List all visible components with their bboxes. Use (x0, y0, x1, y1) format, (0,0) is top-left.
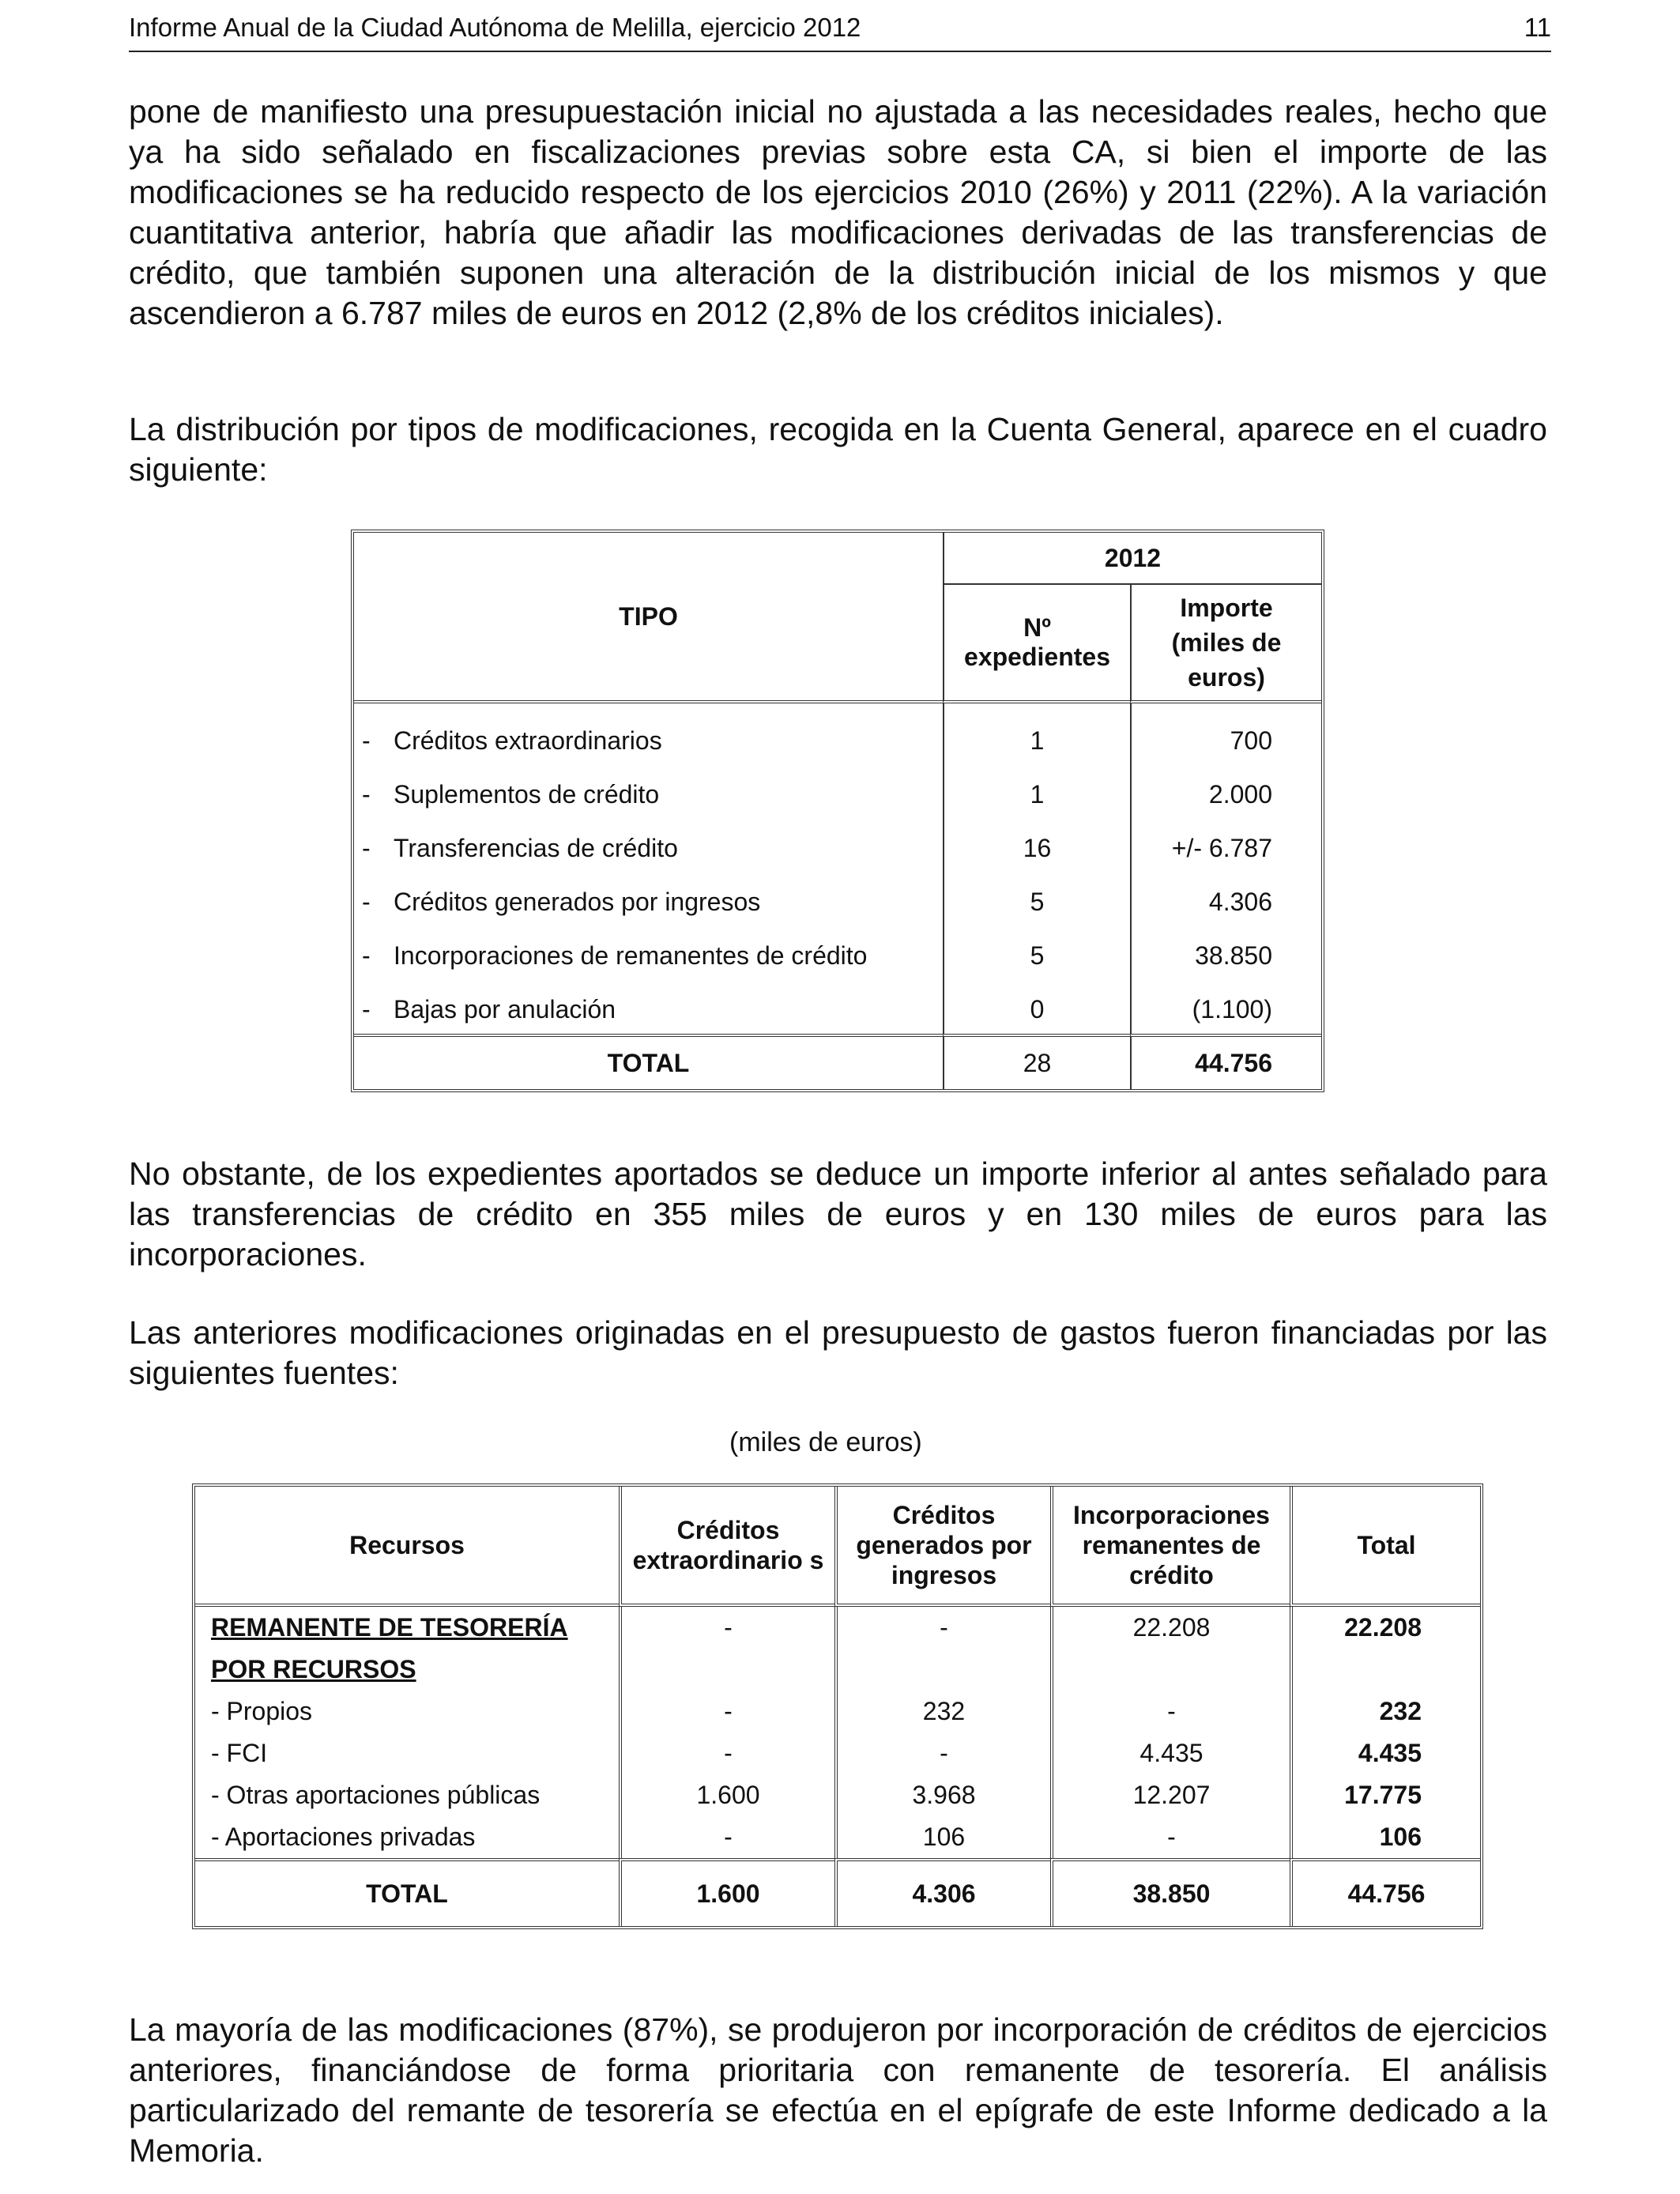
row-importe: (1.100) (1130, 972, 1321, 1034)
cell-total: 106 (1290, 1816, 1480, 1858)
row-label: - Aportaciones privadas (211, 1823, 476, 1851)
col-header-creditos-generados: Créditos generados por ingresos (834, 1487, 1050, 1607)
col-header-year: 2012 (943, 533, 1321, 583)
total-label: TOTAL (195, 1858, 619, 1926)
row-tipo: Créditos generados por ingresos (394, 888, 761, 916)
cell-total: 232 (1290, 1691, 1480, 1732)
table-row (354, 757, 1321, 811)
table-row (195, 1774, 1480, 1816)
paragraph-2: La distribución por tipos de modificaciones, recogida en la Cuenta General, aparece en el cuadro siguiente: (129, 411, 1547, 488)
row-importe: +/- 6.787 (1130, 811, 1321, 865)
row-num: 5 (943, 865, 1130, 918)
total-importe: 44.756 (1130, 1034, 1321, 1089)
table-row (354, 918, 1321, 972)
paragraph-5: La mayoría de las modificaciones (87%), se produjeron por incorporación de créditos de ejercicios anteriores, financiándose de forma prioritaria con remanente de tesorería. El análisis particularizado del remante de tesorería se efectúa en el epígrafe de este Informe dedicado a la Memoria. (129, 2011, 1547, 2169)
row-label: - Otras aportaciones públicas (211, 1781, 541, 1809)
total-num: 28 (943, 1034, 1130, 1089)
row-num: 0 (943, 972, 1130, 1034)
cell-c1: 1.600 (619, 1774, 834, 1816)
row-importe: 2.000 (1130, 757, 1321, 811)
por-recursos-label: POR RECURSOS (211, 1655, 416, 1683)
total-row (195, 1858, 1480, 1926)
cell-c3: - (1050, 1816, 1290, 1858)
paragraph-1: pone de manifiesto una presupuestación inicial no ajustada a las necesidades reales, hecho que ya ha sido señalado en fiscalizaciones previas sobre esta CA, si bien el importe de las modificaciones se ha reducido respecto de los ejercicios 2010 (26%) y 2011 (22%). A la variación cuantitativa anterior, habría que añadir las modificaciones derivadas de las transferencias de crédito, que también suponen una alteración de la distribución inicial de los mismos y que ascendieron a 6.787 miles de euros en 2012 (2,8% de los créditos iniciales). (129, 93, 1547, 331)
table-row (354, 865, 1321, 918)
modifications-by-type-table (351, 530, 1324, 1092)
cell-c2: 232 (834, 1691, 1050, 1732)
row-num: 1 (943, 757, 1130, 811)
paragraph-3: No obstante, de los expedientes aportados se deduce un importe inferior al antes señalado para las transferencias de crédito en 355 miles de euros y en 130 miles de euros para las incorporaciones. (129, 1155, 1547, 1272)
cell-c2: - (834, 1607, 1050, 1649)
cell-c1: - (619, 1732, 834, 1774)
cell-total: 17.775 (1290, 1774, 1480, 1816)
cell-c2: 106 (834, 1816, 1050, 1858)
row-dash: - (362, 726, 371, 755)
cell-c3: - (1050, 1691, 1290, 1732)
remanente-label: REMANENTE DE TESORERÍA (211, 1613, 568, 1642)
row-label: - FCI (211, 1739, 268, 1767)
table-row (195, 1691, 1480, 1732)
table-row (354, 972, 1321, 1034)
cell-c3: 12.207 (1050, 1774, 1290, 1816)
row-dash: - (362, 995, 371, 1023)
row-tipo: Incorporaciones de remanentes de crédito (394, 941, 868, 970)
total-c1: 1.600 (619, 1858, 834, 1926)
paragraph-4: Las anteriores modificaciones originadas en el presupuesto de gastos fueron financiadas por las siguientes fuentes: (129, 1314, 1547, 1391)
row-tipo: Bajas por anulación (394, 995, 616, 1023)
total-label: TOTAL (354, 1034, 943, 1089)
col-header-incorporaciones: Incorporaciones remanentes de crédito (1050, 1487, 1290, 1607)
row-tipo: Créditos extraordinarios (394, 726, 662, 755)
row-dash: - (362, 888, 371, 916)
row-label: - Propios (211, 1697, 313, 1725)
total-total: 44.756 (1290, 1858, 1480, 1926)
row-dash: - (362, 941, 371, 970)
row-importe: 4.306 (1130, 865, 1321, 918)
cell-c2: 3.968 (834, 1774, 1050, 1816)
row-dash: - (362, 780, 371, 809)
cell-c2: - (834, 1732, 1050, 1774)
col-header-importe: Importe (miles de euros) (1130, 583, 1321, 703)
row-dash: - (362, 834, 371, 862)
table-row (354, 703, 1321, 757)
cell-c1: - (619, 1691, 834, 1732)
units-caption: (miles de euros) (729, 1427, 922, 1457)
total-c2: 4.306 (834, 1858, 1050, 1926)
table-row (354, 811, 1321, 865)
cell-c3: 22.208 (1050, 1607, 1290, 1649)
total-c3: 38.850 (1050, 1858, 1290, 1926)
col-header-num: Nº expedientes (943, 583, 1130, 703)
row-tipo: Transferencias de crédito (394, 834, 678, 862)
row-importe: 700 (1130, 703, 1321, 757)
col-header-total: Total (1290, 1487, 1480, 1607)
financing-sources-table (192, 1483, 1483, 1929)
row-tipo: Suplementos de crédito (394, 780, 660, 809)
table-row (195, 1607, 1480, 1649)
col-header-recursos: Recursos (195, 1487, 619, 1607)
total-row (354, 1034, 1321, 1089)
table-row (195, 1732, 1480, 1774)
cell-total: 22.208 (1290, 1607, 1480, 1649)
cell-c3: 4.435 (1050, 1732, 1290, 1774)
report-title: Informe Anual de la Ciudad Autónoma de Melilla, ejercicio 2012 (129, 13, 861, 42)
cell-c1: - (619, 1607, 834, 1649)
table-row (195, 1816, 1480, 1858)
row-num: 1 (943, 703, 1130, 757)
row-importe: 38.850 (1130, 918, 1321, 972)
table-row (195, 1649, 1480, 1691)
col-header-tipo: TIPO (354, 533, 943, 703)
cell-c1: - (619, 1816, 834, 1858)
cell-total: 4.435 (1290, 1732, 1480, 1774)
col-header-creditos-extraordinarios: Créditos extraordinario s (619, 1487, 834, 1607)
row-num: 16 (943, 811, 1130, 865)
row-num: 5 (943, 918, 1130, 972)
page-header (129, 13, 1551, 52)
page-number: 11 (1524, 13, 1551, 42)
